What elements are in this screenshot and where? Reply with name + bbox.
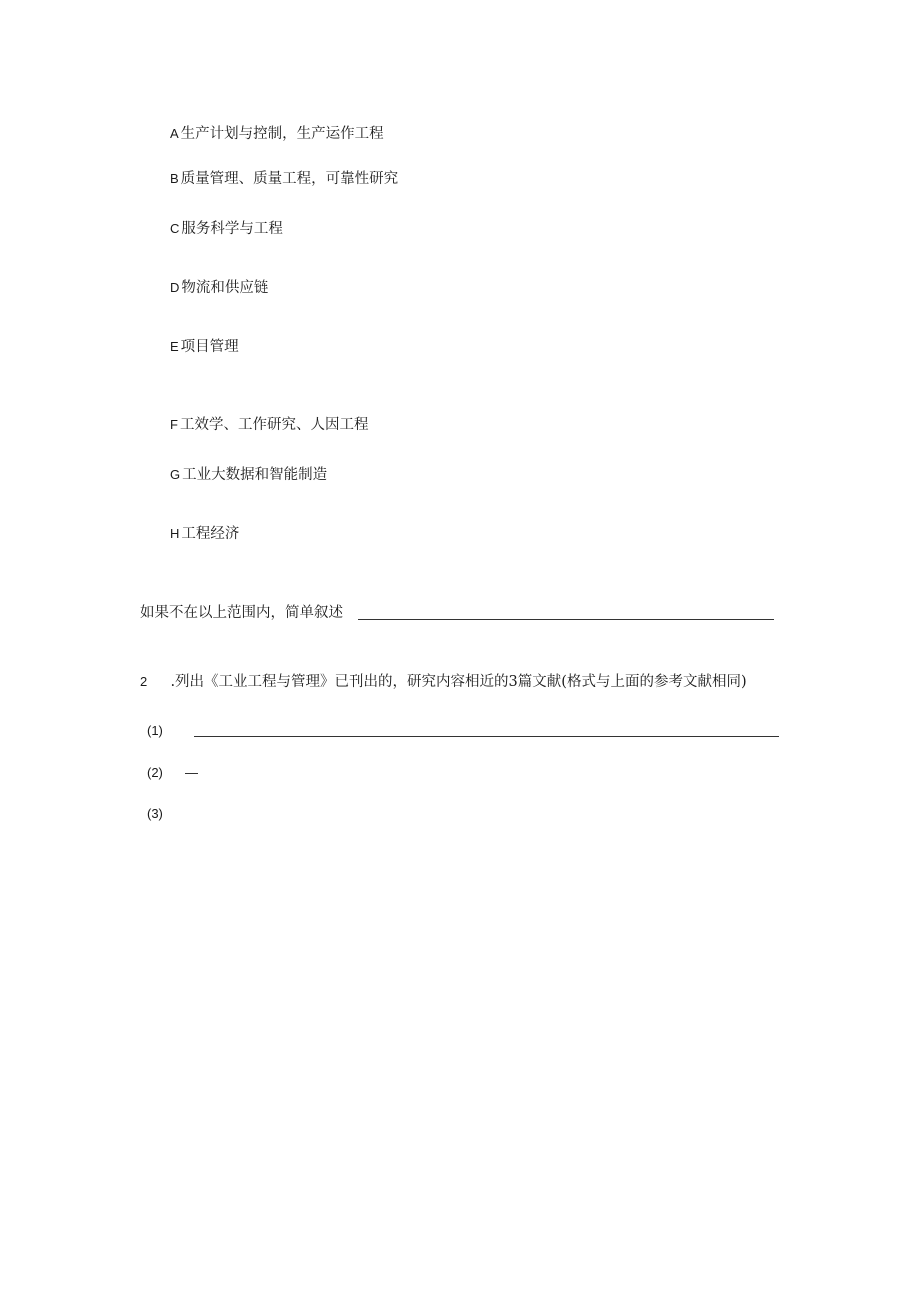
option-letter: E (170, 339, 179, 354)
option-text: 工业大数据和智能制造 (182, 467, 328, 483)
reference-2-label: (2) (147, 765, 163, 780)
option-text: 生产计划与控制，生产运作工程 (180, 126, 384, 142)
reference-2-blank[interactable] (185, 773, 198, 774)
option-g[interactable] (170, 466, 327, 484)
question-number: 2 (140, 674, 148, 689)
option-f[interactable] (170, 416, 368, 434)
reference-1-blank[interactable] (194, 736, 779, 737)
option-h[interactable] (170, 525, 239, 543)
question-2 (140, 673, 747, 691)
option-text: 项目管理 (180, 339, 239, 355)
option-letter: A (170, 126, 179, 141)
option-c[interactable] (170, 220, 283, 238)
option-text: 工效学、工作研究、人因工程 (179, 417, 369, 433)
reference-3-label: (3) (147, 806, 163, 821)
question-text: .列出《工业工程与管理》已刊出的，研究内容相近的3篇文献(格式与上面的参考文献相同) (170, 674, 747, 690)
option-letter: C (170, 221, 180, 236)
option-text: 工程经济 (181, 526, 240, 542)
option-text: 质量管理、质量工程，可靠性研究 (180, 171, 399, 187)
option-letter: G (170, 467, 181, 482)
option-b[interactable] (170, 170, 398, 188)
option-letter: D (170, 280, 180, 295)
other-prompt: 如果不在以上范围内，简单叙述 (140, 605, 343, 621)
option-letter: H (170, 526, 180, 541)
option-text: 服务科学与工程 (181, 221, 283, 237)
option-letter: B (170, 171, 179, 186)
option-letter: F (170, 417, 178, 432)
option-e[interactable] (170, 338, 239, 356)
reference-1-label: (1) (147, 723, 163, 738)
option-a[interactable] (170, 125, 384, 143)
other-answer-blank[interactable] (358, 619, 774, 620)
option-d[interactable] (170, 279, 268, 297)
option-text: 物流和供应链 (181, 280, 269, 296)
